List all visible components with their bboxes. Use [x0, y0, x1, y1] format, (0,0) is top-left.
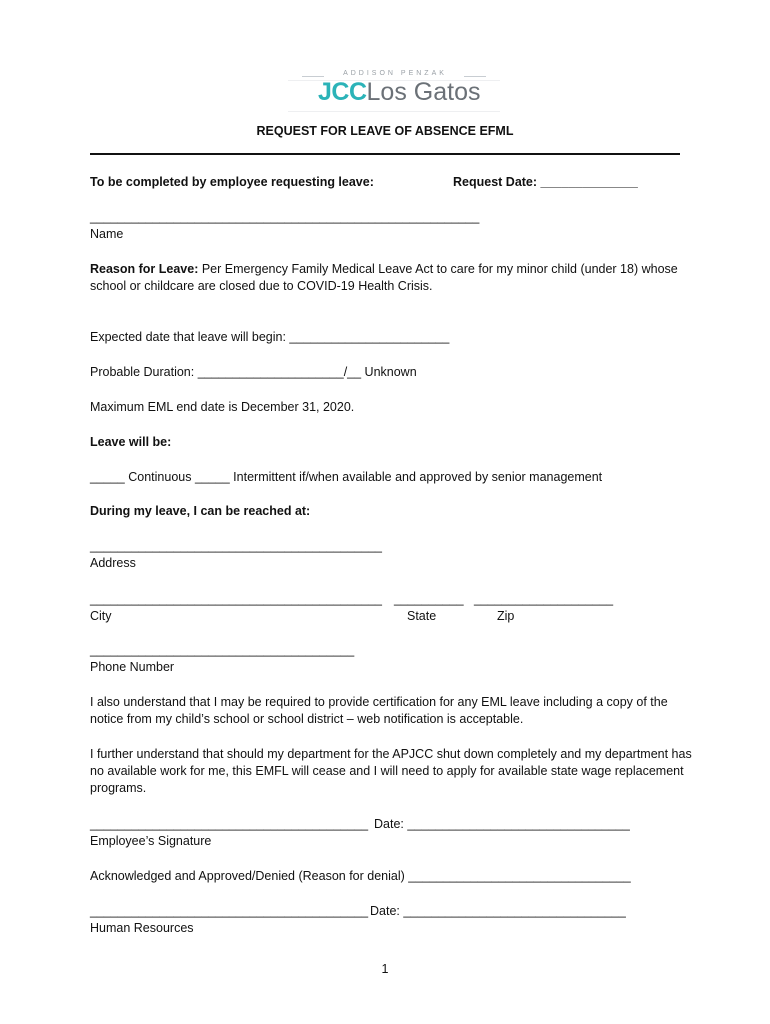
hr-date-field[interactable]: Date: ________________________________ [370, 904, 626, 918]
hr-signature-line[interactable]: ________________________________________ [90, 904, 369, 918]
name-label: Name [90, 227, 124, 241]
hr-label: Human Resources [90, 921, 194, 935]
phone-line[interactable]: ______________________________________ [90, 643, 355, 657]
page-number: 1 [381, 962, 389, 976]
document-title: REQUEST FOR LEAVE OF ABSENCE EFML [256, 124, 514, 138]
zip-line[interactable]: ____________________ [474, 592, 614, 606]
max-eml-text: Maximum EML end date is December 31, 2020. [90, 400, 355, 414]
city-line[interactable]: __________________________________________ [90, 592, 382, 606]
reached-at-label: During my leave, I can be reached at: [90, 504, 311, 518]
logo-top-text: ADDISON PENZAK [343, 70, 447, 77]
zip-label: Zip [497, 609, 515, 623]
state-label: State [407, 609, 437, 623]
state-line[interactable]: __________ [394, 592, 464, 606]
to-be-completed-label: To be completed by employee requesting leave: [90, 175, 374, 189]
address-line[interactable]: __________________________________________ [90, 539, 382, 553]
employee-date-field[interactable]: Date: ________________________________ [374, 817, 630, 831]
expected-date-field[interactable]: Expected date that leave will begin: _______________________ [90, 330, 450, 344]
certification-paragraph: I also understand that I may be required to provide certification for any EML leave including a copy of the notice from my child’s school or school district – web notification is acceptable. [90, 695, 668, 726]
jcc-logo [288, 70, 500, 112]
logo-jcc: JCC [318, 78, 367, 106]
logo-los-gatos: Los Gatos [366, 78, 481, 106]
employee-signature-label: Employee’s Signature [90, 834, 212, 848]
request-date-field[interactable]: Request Date: ______________ [453, 175, 638, 189]
employee-signature-line[interactable]: ________________________________________ [90, 817, 369, 831]
city-label: City [90, 609, 112, 623]
reason-for-leave [90, 261, 700, 295]
leave-options[interactable]: _____ Continuous _____ Intermittent if/when available and approved by senior management [90, 470, 603, 484]
title-rule [90, 153, 680, 155]
acknowledged-field[interactable]: Acknowledged and Approved/Denied (Reason for denial) ________________________________ [90, 869, 631, 883]
shutdown-paragraph: I further understand that should my department for the APJCC shut down completely and my department has no available work for me, this EMFL will cease and I will need to apply for available state wage replacement programs. [90, 747, 692, 795]
probable-duration-field[interactable]: Probable Duration: _____________________/__ Unknown [90, 365, 417, 379]
address-label: Address [90, 556, 136, 570]
name-line[interactable]: ________________________________________________________ [90, 210, 480, 224]
leave-will-be-label: Leave will be: [90, 435, 172, 449]
logo-wordmark [318, 77, 480, 107]
reason-label: Reason for Leave: [90, 262, 199, 276]
phone-label: Phone Number [90, 660, 175, 674]
reason-text: Per Emergency Family Medical Leave Act to care for my minor child (under 18) whose school or childcare are closed due to COVID-19 Health Crisis. [90, 262, 678, 293]
